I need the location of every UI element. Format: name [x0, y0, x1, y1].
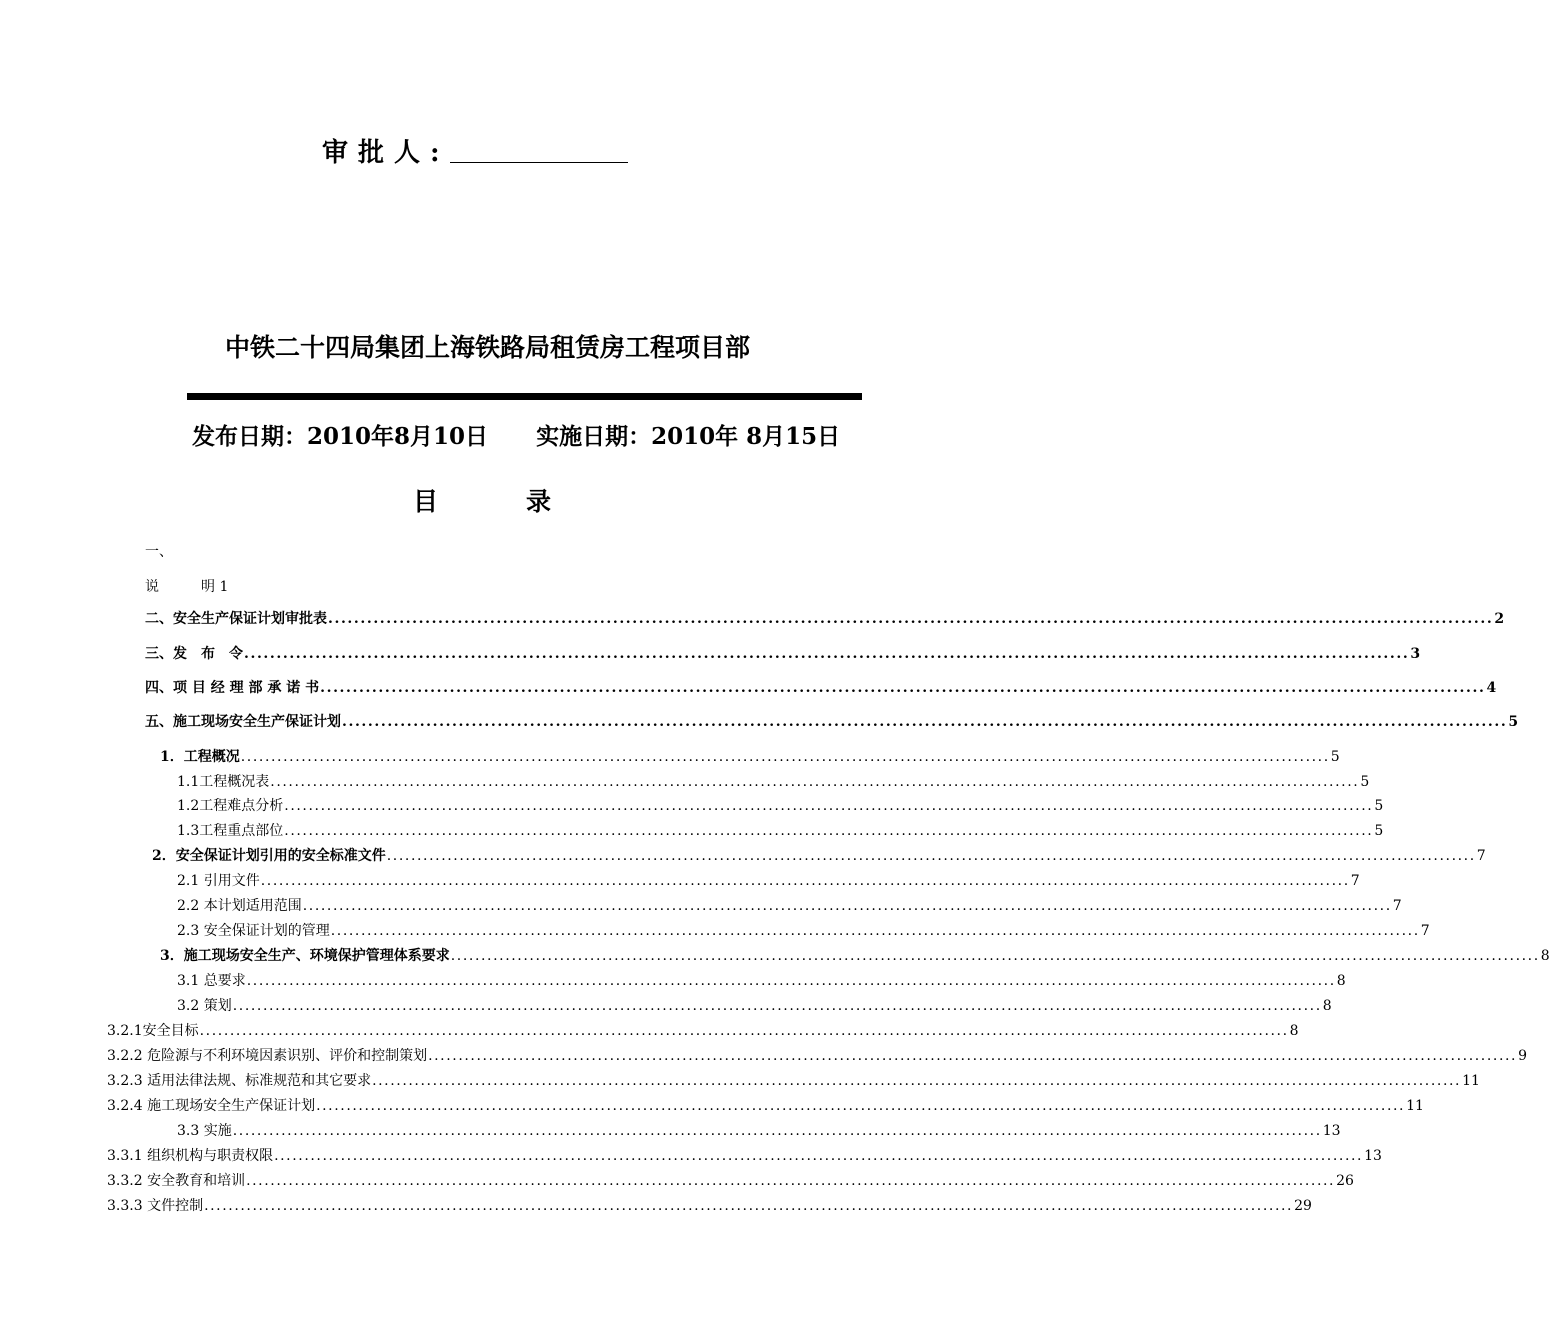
approver-label: 审批人: [322, 138, 450, 168]
toc-entry-page: 11 [1462, 1073, 1480, 1089]
toc-entry-page: 5 [1374, 823, 1384, 839]
toc-entry[interactable]: 2．安全保证计划引用的安全标准文件 .................................................................................................................................................................................... 7 [152, 848, 1486, 864]
toc-entry[interactable]: 3.1 总要求 .................................................................................................................................................................................... 8 [177, 973, 1346, 989]
toc-entry-page: 8 [1540, 948, 1550, 964]
toc-entry-page: 13 [1364, 1148, 1382, 1164]
toc-entry-label: 1．工程概况 [160, 749, 240, 765]
toc-entry[interactable]: 3.2.3 适用法律法规、标准规范和其它要求 .................................................................................................................................................................................... 11 [107, 1073, 1480, 1089]
toc-entry-page: 5 [1508, 714, 1519, 730]
toc-entry-page: 8 [1289, 1023, 1299, 1039]
toc-entry[interactable]: 三、发 布 令 .................................................................................................................................................................................... 3 [145, 646, 1421, 662]
toc-entry-label: 3.2.1安全目标 [107, 1023, 199, 1039]
toc-entry-page: 7 [1392, 898, 1402, 914]
header-divider [187, 393, 862, 400]
toc-entry-label: 四、项 目 经 理 部 承 诺 书 [145, 680, 320, 696]
toc-entry[interactable]: 3.2.1安全目标 .................................................................................................................................................................................... 8 [107, 1023, 1299, 1039]
toc-entry-label: 3.2.4 施工现场安全生产保证计划 [107, 1098, 316, 1114]
toc-entry-label: 3．施工现场安全生产、环境保护管理体系要求 [160, 948, 450, 964]
toc-entry[interactable]: 3.3.1 组织机构与职责权限 .................................................................................................................................................................................... 13 [107, 1148, 1382, 1164]
release-date: 发布日期：2010年8月10日 [192, 423, 489, 450]
toc-title [413, 482, 551, 518]
toc-entry[interactable]: 3.2 策划 .................................................................................................................................................................................... 8 [177, 998, 1332, 1014]
toc-entry-page: 3 [1410, 646, 1421, 662]
toc-entry[interactable]: 3.2.2 危险源与不利环境因素识别、评价和控制策划 .................................................................................................................................................................................... 9 [107, 1048, 1528, 1064]
toc-entry[interactable]: 2.1 引用文件 .................................................................................................................................................................................... 7 [177, 873, 1360, 889]
toc-entry[interactable]: 1.2工程难点分析 .................................................................................................................................................................................... 5 [177, 798, 1384, 814]
toc-title-right: 录 [526, 487, 552, 516]
toc-entry-label: 2.3 安全保证计划的管理 [177, 923, 330, 939]
approver-signature-line [450, 162, 628, 163]
date-line [192, 418, 840, 451]
toc-entry-page: 7 [1350, 873, 1360, 889]
toc-entry-page: 5 [1330, 749, 1340, 765]
toc-entry-page: 5 [1360, 774, 1370, 790]
toc-entry[interactable]: 3.2.4 施工现场安全生产保证计划 .................................................................................................................................................................................... 11 [107, 1098, 1424, 1114]
toc-item-1-number: 一、 [145, 544, 173, 560]
toc-entry-page: 11 [1406, 1098, 1424, 1114]
toc-entry[interactable]: 五、施工现场安全生产保证计划 .................................................................................................................................................................................... 5 [145, 714, 1519, 730]
toc-entry-label: 3.3.1 组织机构与职责权限 [107, 1148, 274, 1164]
toc-entry-page: 29 [1294, 1198, 1312, 1214]
toc-entry[interactable]: 2.3 安全保证计划的管理 .................................................................................................................................................................................... 7 [177, 923, 1430, 939]
toc-entry[interactable]: 1．工程概况 .................................................................................................................................................................................... 5 [160, 749, 1340, 765]
toc-entry[interactable]: 四、项 目 经 理 部 承 诺 书 .................................................................................................................................................................................... 4 [145, 680, 1497, 696]
toc-entry-label: 3.3.3 文件控制 [107, 1198, 204, 1214]
toc-entry-page: 5 [1374, 798, 1384, 814]
toc-entry[interactable]: 2.2 本计划适用范围 .................................................................................................................................................................................... 7 [177, 898, 1402, 914]
toc-entry-page: 7 [1476, 848, 1486, 864]
toc-entry[interactable]: 1.3工程重点部位 .................................................................................................................................................................................... 5 [177, 823, 1384, 839]
toc-entry[interactable]: 3．施工现场安全生产、环境保护管理体系要求 .................................................................................................................................................................................... 8 [160, 948, 1550, 964]
toc-entry[interactable]: 3.3.2 安全教育和培训 .................................................................................................................................................................................... 26 [107, 1173, 1354, 1189]
toc-item-1-page: 1 [219, 579, 229, 595]
toc-entry-label: 五、施工现场安全生产保证计划 [145, 714, 341, 730]
toc-entry-page: 2 [1494, 611, 1505, 627]
toc-entry-label: 2.1 引用文件 [177, 873, 260, 889]
toc-entry[interactable]: 3.3 实施 .................................................................................................................................................................................... 13 [177, 1123, 1341, 1139]
toc-entry-label: 3.3 实施 [177, 1123, 232, 1139]
toc-entry-page: 4 [1486, 680, 1497, 696]
toc-entry-label: 1.3工程重点部位 [177, 823, 284, 839]
toc-title-left: 目 [413, 487, 439, 516]
toc-entry-label: 3.3.2 安全教育和培训 [107, 1173, 246, 1189]
toc-entry-label: 3.2 策划 [177, 998, 232, 1014]
toc-entry[interactable]: 3.3.3 文件控制 .................................................................................................................................................................................... 29 [107, 1198, 1312, 1214]
toc-entry-page: 8 [1336, 973, 1346, 989]
toc-entry-label: 二、安全生产保证计划审批表 [145, 611, 327, 627]
toc-item-1-label: 说 明 [145, 579, 215, 595]
toc-entry-label: 1.2工程难点分析 [177, 798, 284, 814]
toc-entry-label: 三、发 布 令 [145, 646, 243, 662]
toc-entry-page: 8 [1322, 998, 1332, 1014]
toc-entry-page: 7 [1420, 923, 1430, 939]
toc-entry-page: 26 [1336, 1173, 1354, 1189]
toc-entry-label: 3.1 总要求 [177, 973, 246, 989]
toc-entry-label: 2．安全保证计划引用的安全标准文件 [152, 848, 386, 864]
toc-item-1[interactable] [145, 576, 228, 596]
toc-entry-label: 3.2.2 危险源与不利环境因素识别、评价和控制策划 [107, 1048, 428, 1064]
effective-date: 实施日期：2010年 8月15日 [536, 423, 841, 450]
toc-entry[interactable]: 1.1工程概况表 .................................................................................................................................................................................... 5 [177, 774, 1370, 790]
toc-entry-label: 3.2.3 适用法律法规、标准规范和其它要求 [107, 1073, 372, 1089]
toc-entry[interactable]: 二、安全生产保证计划审批表 .................................................................................................................................................................................... 2 [145, 611, 1505, 627]
toc-entry-page: 13 [1322, 1123, 1341, 1139]
toc-entry-page: 9 [1518, 1048, 1528, 1064]
toc-entry-label: 2.2 本计划适用范围 [177, 898, 302, 914]
toc-entry-label: 1.1工程概况表 [177, 774, 270, 790]
organization-name: 中铁二十四局集团上海铁路局租赁房工程项目部 [224, 333, 750, 362]
